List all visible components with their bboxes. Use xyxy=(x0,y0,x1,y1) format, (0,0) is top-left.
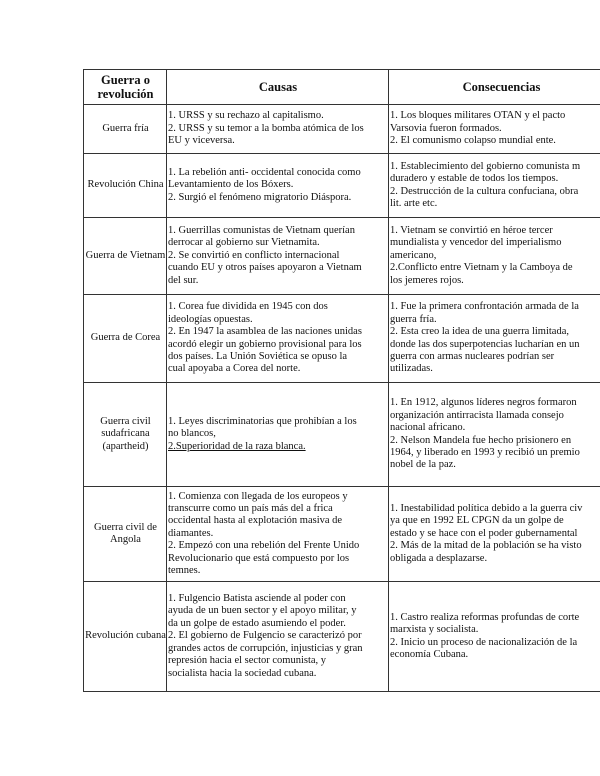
causes-line: 2. Surgió el fenómeno migratorio Diáspora. xyxy=(168,191,352,203)
consequences-line: marxista y socialista. xyxy=(390,624,479,636)
causes-line: cual apoyaba a Corea del norte. xyxy=(168,363,301,375)
consequences-line: lit. arte etc. xyxy=(390,197,438,209)
consequences-line: obligada a desplazarse. xyxy=(390,552,488,564)
row-causes xyxy=(167,582,389,692)
table-row xyxy=(84,383,600,487)
causes-line: 2. En 1947 la asamblea de las naciones unidas xyxy=(168,326,362,338)
row-consequences xyxy=(389,154,600,218)
consequences-line: 2. El comunismo colapso mundial ente. xyxy=(390,135,556,147)
causes-line: diamantes. xyxy=(168,527,214,539)
consequences-line: 2. Esta creo la idea de una guerra limitada, xyxy=(390,326,570,338)
row-consequences xyxy=(389,295,600,383)
consequences-line: 2. Nelson Mandela fue hecho prisionero en xyxy=(390,434,572,446)
consequences-line: 1. Inestabilidad política debido a la guerra civ xyxy=(390,502,583,514)
causes-line: da un golpe de estado asumiendo el poder. xyxy=(168,617,346,629)
consequences-line: Varsovia fueron formados. xyxy=(390,122,502,134)
causes-line: EU y viceversa. xyxy=(168,135,235,147)
consequences-line: organización antirracista llamada consejo xyxy=(390,409,564,421)
table-row xyxy=(84,154,600,218)
consequences-line: ya que en 1992 EL CPGN da un golpe de xyxy=(390,515,564,527)
table-row xyxy=(84,218,600,295)
causes-line: 2. URSS y su temor a la bomba atómica de los xyxy=(168,122,364,134)
consequences-line: economía Cubana. xyxy=(390,648,469,660)
causes-line: 1. Corea fue dividida en 1945 con dos xyxy=(168,301,328,313)
causes-line: temnes. xyxy=(168,565,201,577)
causes-line: no blancos, xyxy=(168,428,216,440)
causes-line: cuando EU y otros países apoyaron a Vietnam xyxy=(168,262,362,274)
consequences-line: americano, xyxy=(390,249,437,261)
consequences-line: 1. Castro realiza reformas profundas de corte xyxy=(390,611,580,623)
consequences-line: 1964, y liberado en 1993 y recibió un premio xyxy=(390,446,580,458)
header-row xyxy=(84,70,600,105)
row-causes xyxy=(167,383,389,487)
causes-line: 1. Leyes discriminatorias que prohibían a los xyxy=(168,415,357,427)
row-causes xyxy=(167,218,389,295)
row-name: Guerra de Corea xyxy=(84,295,167,383)
causes-line: 2. Se convirtió en conflicto internacional xyxy=(168,249,340,261)
consequences-line: utilizadas. xyxy=(390,363,433,375)
causes-line: 1. Guerrillas comunistas de Vietnam querían xyxy=(168,224,355,236)
row-name: Guerra civil sudafricana (apartheid) xyxy=(84,383,167,487)
header-consequences: Consecuencias xyxy=(389,70,600,105)
row-consequences xyxy=(389,218,600,295)
consequences-line: guerra fría. xyxy=(390,313,437,325)
causes-line: 1. URSS y su rechazo al capitalismo. xyxy=(168,110,324,122)
consequences-line: estado y se hace con el poder gubernamental xyxy=(390,527,578,539)
consequences-line: duradero y estable de todos los tiempos. xyxy=(390,173,559,185)
row-causes xyxy=(167,154,389,218)
causes-line: 1. Comienza con llegada de los europeos y xyxy=(168,490,348,502)
causes-line: dos países. La Unión Soviética se opuso la xyxy=(168,350,348,362)
consequences-line: 1. Vietnam se convirtió en héroe tercer xyxy=(390,224,553,236)
row-consequences xyxy=(389,383,600,487)
consequences-line: donde las dos superpotencias lucharían en un xyxy=(390,338,580,350)
causes-line: 1. La rebelión anti- occidental conocida como xyxy=(168,166,361,178)
consequences-line: guerra con armas nucleares podrían ser xyxy=(390,350,555,362)
consequences-line: 1. Establecimiento del gobierno comunista m xyxy=(390,160,581,172)
row-consequences xyxy=(389,582,600,692)
consequences-line: los jemeres rojos. xyxy=(390,274,464,286)
causes-line: 2.Superioridad de la raza blanca. xyxy=(168,440,306,452)
causes-line: grandes actos de corrupción, injusticias y gran xyxy=(168,642,363,654)
row-causes xyxy=(167,105,389,154)
consequences-line: 2. Inicio un proceso de nacionalización de la xyxy=(390,636,578,648)
row-name: Revolución China xyxy=(84,154,167,218)
consequences-line: 1. Los bloques militares OTAN y el pacto xyxy=(390,110,566,122)
row-name: Guerra de Vietnam xyxy=(84,218,167,295)
table-row xyxy=(84,487,600,582)
row-name: Revolución cubana xyxy=(84,582,167,692)
causes-line: ayuda de un buen sector y el apoyo militar, y xyxy=(168,605,357,617)
consequences-line: 2.Conflicto entre Vietnam y la Camboya de xyxy=(390,262,573,274)
row-consequences xyxy=(389,105,600,154)
table-row xyxy=(84,582,600,692)
table-row xyxy=(84,295,600,383)
header-causes: Causas xyxy=(167,70,389,105)
causes-line: 1. Fulgencio Batista asciende al poder con xyxy=(168,593,346,605)
consequences-line: mundialista y vencedor del imperialismo xyxy=(390,237,562,249)
header-conflict: Guerra o revolución xyxy=(84,70,167,105)
consequences-line: nobel de la paz. xyxy=(390,459,456,471)
causes-line: 2. El gobierno de Fulgencio se caracterizó por xyxy=(168,630,362,642)
causes-line: socialista hacia la sociedad cubana. xyxy=(168,667,317,679)
consequences-line: 2. Destrucción de la cultura confuciana, obra xyxy=(390,185,579,197)
consequences-line: nacional africano. xyxy=(390,422,466,434)
row-causes xyxy=(167,487,389,582)
row-consequences xyxy=(389,487,600,582)
causes-line: represión hacia el sector comunista, y xyxy=(168,655,327,667)
causes-line: 2. Empezó con una rebelión del Frente Unido xyxy=(168,540,360,552)
consequences-line: 1. En 1912, algunos líderes negros formaron xyxy=(390,397,577,409)
row-name: Guerra civil de Angola xyxy=(84,487,167,582)
consequences-line: 2. Más de la mitad de la población se ha visto xyxy=(390,540,582,552)
causes-line: occidental hasta al explotación masiva de xyxy=(168,515,343,527)
conflicts-table xyxy=(83,69,600,692)
causes-line: acordó elegir un gobierno provisional para los xyxy=(168,338,362,350)
row-causes xyxy=(167,295,389,383)
causes-line: Levantamiento de los Bóxers. xyxy=(168,179,294,191)
causes-line: Revolucionario que está compuesto por los xyxy=(168,552,350,564)
causes-line: ideologías opuestas. xyxy=(168,313,253,325)
causes-line: transcurre como un país más del a frica xyxy=(168,502,333,514)
causes-line: del sur. xyxy=(168,274,199,286)
row-name: Guerra fría xyxy=(84,105,167,154)
table-row xyxy=(84,105,600,154)
causes-line: derrocar al gobierno sur Vietnamita. xyxy=(168,237,320,249)
consequences-line: 1. Fue la primera confrontación armada de la xyxy=(390,301,579,313)
